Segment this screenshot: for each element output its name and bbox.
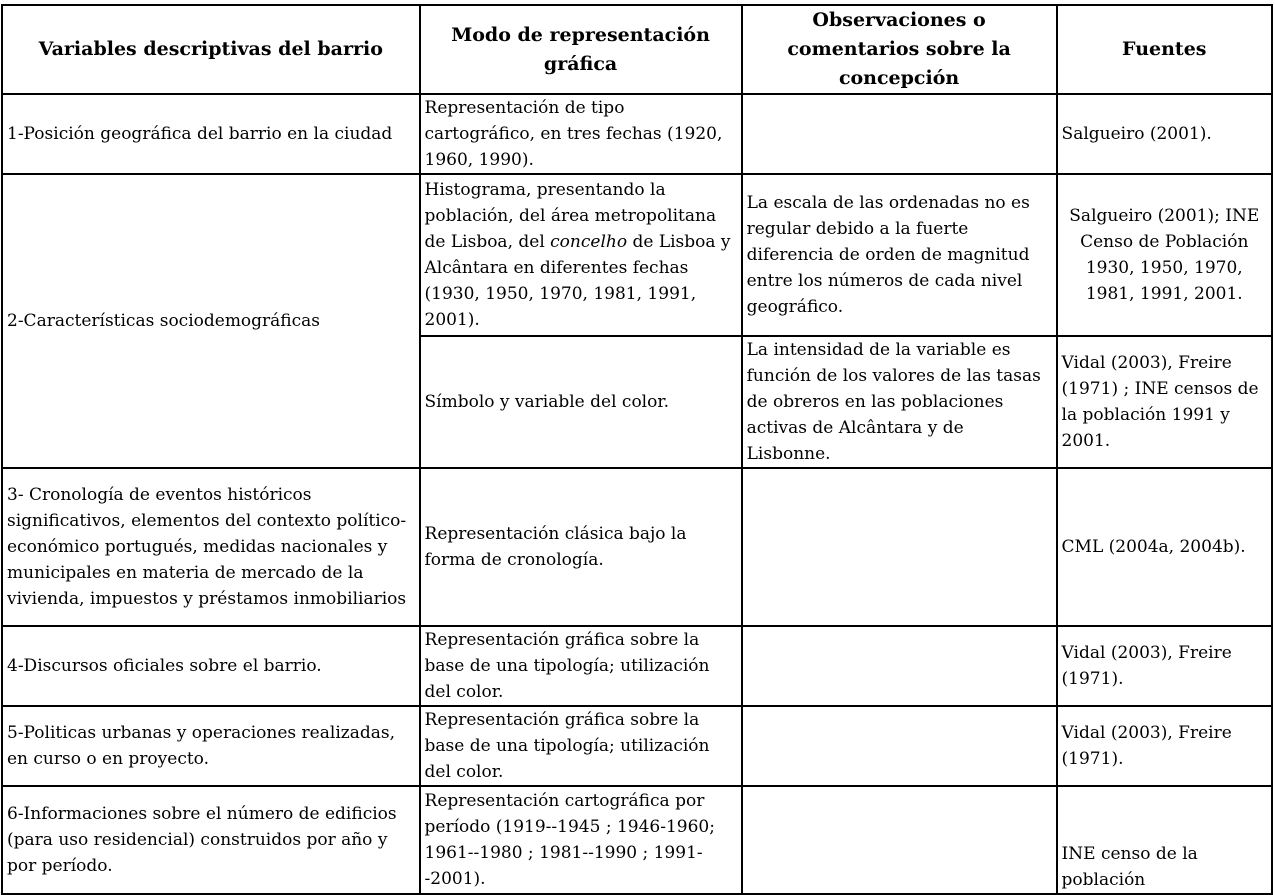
mode-cell: Representación de tipo cartográfico, en tres fechas (1920, 1960, 1990).	[420, 94, 742, 174]
mode-cell	[420, 174, 742, 336]
mode-text-italic: concelho	[550, 232, 628, 252]
obs-cell	[742, 626, 1057, 706]
source-cell: Vidal (2003), Freire (1971).	[1057, 706, 1272, 786]
table-row	[2, 94, 1272, 174]
mode-cell: Representación clásica bajo la forma de cronología.	[420, 468, 742, 626]
table-row	[2, 786, 1272, 894]
obs-cell	[742, 468, 1057, 626]
header-fuentes: Fuentes	[1057, 5, 1272, 94]
variable-cell: 6-Informaciones sobre el número de edificios (para uso residencial) construidos por año y por período.	[2, 786, 420, 894]
header-modo: Modo de representación gráfica	[420, 5, 742, 94]
obs-cell	[742, 786, 1057, 894]
source-cell: Vidal (2003), Freire (1971).	[1057, 626, 1272, 706]
header-observaciones: Observaciones o comentarios sobre la concepción	[742, 5, 1057, 94]
table-row	[2, 706, 1272, 786]
variable-cell: 4-Discursos oficiales sobre el barrio.	[2, 626, 420, 706]
header-variables: Variables descriptivas del barrio	[2, 5, 420, 94]
obs-cell: La intensidad de la variable es función de los valores de las tasas de obreros en las poblaciones activas de Alcântara y de Lisbonne.	[742, 336, 1057, 468]
source-cell: INE censo de la población	[1057, 786, 1272, 894]
source-cell: Vidal (2003), Freire (1971) ; INE censos de la población 1991 y 2001.	[1057, 336, 1272, 468]
data-table	[1, 4, 1273, 895]
mode-cell: Representación gráfica sobre la base de una tipología; utilización del color.	[420, 706, 742, 786]
variable-cell: 2-Características sociodemográficas	[2, 174, 420, 468]
variable-cell: 5-Politicas urbanas y operaciones realizadas, en curso o en proyecto.	[2, 706, 420, 786]
mode-cell: Representación gráfica sobre la base de una tipología; utilización del color.	[420, 626, 742, 706]
source-cell: Salgueiro (2001); INE Censo de Población 1930, 1950, 1970, 1981, 1991, 2001.	[1057, 174, 1272, 336]
obs-cell	[742, 94, 1057, 174]
table-row	[2, 174, 1272, 336]
source-cell: CML (2004a, 2004b).	[1057, 468, 1272, 626]
table-row	[2, 468, 1272, 626]
source-cell: Salgueiro (2001).	[1057, 94, 1272, 174]
variable-cell: 3- Cronología de eventos históricos significativos, elementos del contexto político-económico portugués, medidas nacionales y municipales en materia de mercado de la vivienda, impuestos y préstamos inmobiliarios	[2, 468, 420, 626]
header-row	[2, 5, 1272, 94]
mode-text: de Lisboa y Alcântara en diferentes fechas (1930, 1950, 1970, 1981, 1991, 2001).	[424, 232, 731, 330]
mode-text: Histograma, presentando la población, del área metropolitana de Lisboa, del	[424, 180, 717, 252]
obs-cell	[742, 706, 1057, 786]
mode-cell: Símbolo y variable del color.	[420, 336, 742, 468]
variable-cell: 1-Posición geográfica del barrio en la ciudad	[2, 94, 420, 174]
obs-cell: La escala de las ordenadas no es regular debido a la fuerte diferencia de orden de magnitud entre los números de cada nivel geográfico.	[742, 174, 1057, 336]
table-row	[2, 626, 1272, 706]
mode-cell: Representación cartográfica por período (1919--1945 ; 1946-1960; 1961--1980 ; 1981--1990 ; 1991--2001).	[420, 786, 742, 894]
